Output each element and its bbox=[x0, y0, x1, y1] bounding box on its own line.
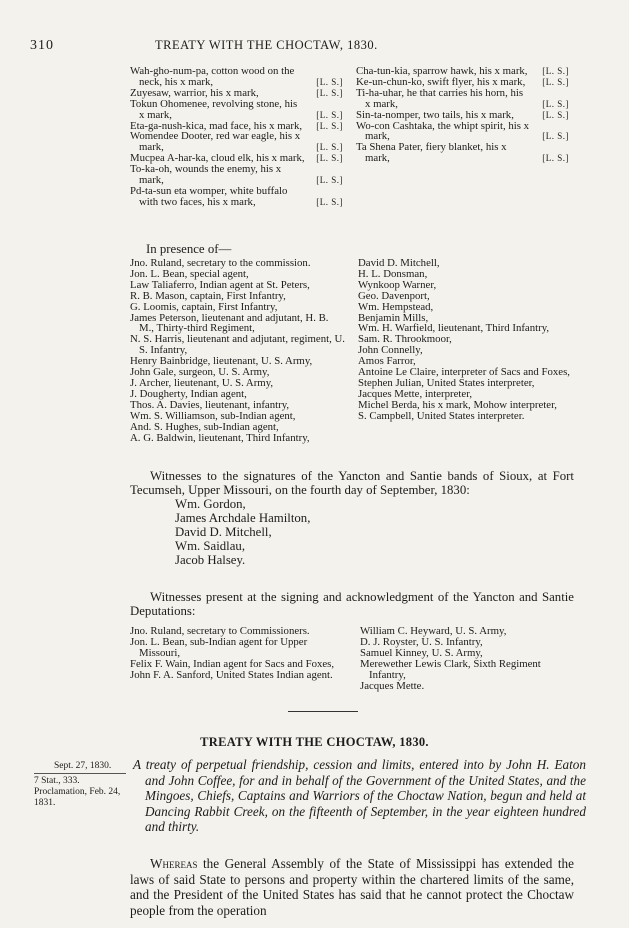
signer-entry: Ke-un-chun-ko, swift flyer, his x mark, [L. S.] bbox=[356, 75, 569, 88]
witness-name: Wm. S. Williamson, sub-Indian agent, bbox=[130, 409, 296, 422]
witness-name: Jacob Halsey. bbox=[175, 553, 246, 567]
margin-note-proclamation: Proclamation, Feb. 24, 1831. bbox=[34, 787, 121, 808]
witness-name: James Archdale Hamilton, bbox=[175, 511, 311, 525]
witness-name: D. J. Royster, U. S. Infantry, bbox=[360, 635, 483, 648]
signer-entry: Eta-ga-nush-kica, mad face, his x mark, [L. S.] bbox=[130, 119, 343, 132]
treaty-abstract: A treaty of perpetual friendship, cession and limits, entered into by John H. Eaton and John Coffee, for and in behalf of the Government of the United States, and the Mingoes, Chiefs, Captains and Warriors of the Choctaw Nation, begun and held at Dancing Rabbit Creek, on the fifteenth of September, in the year eighteen hundred and thirty. bbox=[133, 757, 586, 835]
section-divider bbox=[288, 711, 358, 712]
witness-name: Jno. Ruland, secretary to the commission. bbox=[130, 257, 311, 269]
signers-left-column bbox=[130, 66, 345, 208]
presence-heading: In presence of— bbox=[146, 242, 232, 256]
treaty-title: TREATY WITH THE CHOCTAW, 1830. bbox=[200, 735, 429, 749]
signer-entry: Wah-gho-num-pa, cotton wood on the neck, his x mark, [L. S.] bbox=[130, 65, 343, 88]
witness-name: William C. Heyward, U. S. Army, bbox=[360, 625, 507, 637]
whereas-lead: Whereas bbox=[150, 856, 198, 871]
witness-name: Sam. R. Throokmoor, bbox=[358, 333, 452, 346]
signer-entry: Ta Shena Pater, fiery blanket, his x mark, [L. S.] bbox=[356, 141, 569, 165]
witness-name: And. S. Hughes, sub-Indian agent, bbox=[130, 420, 279, 433]
witness-name: Merewether Lewis Clark, Sixth Regiment Infantry, bbox=[360, 657, 541, 681]
witness-name: Jon. L. Bean, sub-Indian agent for Upper Missouri, bbox=[130, 635, 308, 659]
witness-name: Wm. Hempstead, bbox=[358, 300, 434, 313]
witness-name: Stephen Julian, United States interpreter, bbox=[358, 376, 535, 389]
witness-name: David D. Mitchell, bbox=[175, 525, 272, 539]
witness-name: Henry Bainbridge, lieutenant, U. S. Army, bbox=[130, 355, 313, 368]
witness-name: N. S. Harris, lieutenant and adjutant, regiment, U. S. Infantry, bbox=[130, 333, 345, 357]
witness-name: Jacques Mette. bbox=[360, 679, 425, 692]
witness-name: Felix F. Wain, Indian agent for Sacs and Foxes, bbox=[130, 657, 335, 670]
signer-entry: Cha-tun-kia, sparrow hawk, his x mark, [L. S.] bbox=[356, 65, 569, 77]
page-number: 310 bbox=[30, 38, 54, 53]
witness-name: Samuel Kinney, U. S. Army, bbox=[360, 646, 483, 659]
witness-name: Amos Farror, bbox=[358, 355, 416, 368]
signer-entry: Sin-ta-nomper, two tails, his x mark, [L. S.] bbox=[356, 108, 569, 121]
deputations-left-column bbox=[130, 626, 350, 681]
witnesses-names bbox=[130, 497, 574, 567]
witness-name: Jacques Mette, interpreter, bbox=[358, 387, 473, 400]
witness-name: Antoine Le Claire, interpreter of Sacs and Foxes, bbox=[358, 366, 570, 379]
signer-entry: Tokun Ohomenee, revolving stone, his x mark, [L. S.] bbox=[130, 97, 343, 121]
signer-entry: Ti-ha-uhar, he that carries his horn, his x mark, [L. S.] bbox=[356, 86, 569, 110]
margin-note-date: Sept. 27, 1830. bbox=[54, 761, 112, 771]
witness-name: David D. Mitchell, bbox=[358, 257, 440, 269]
signer-entry: Wo-con Cashtaka, the whipt spirit, his x mark, [L. S.] bbox=[356, 119, 569, 143]
witness-name: Geo. Davenport, bbox=[358, 289, 430, 302]
whereas-text: the General Assembly of the State of Mississippi has extended the laws of said State to persons and property within the chartered limits of the same, and the President of the United States has said that he cannot protect the Choctaw people from the operation bbox=[130, 856, 574, 918]
witness-name: Wm. Gordon, bbox=[175, 497, 246, 511]
witnesses-block bbox=[130, 469, 574, 567]
witness-name: Wm. H. Warfield, lieutenant, Third Infantry, bbox=[358, 322, 550, 335]
margin-note-rule bbox=[34, 773, 126, 774]
margin-note-citation bbox=[34, 776, 134, 809]
presence-right-column bbox=[358, 258, 573, 422]
witness-name: J. Archer, lieutenant, U. S. Army, bbox=[130, 376, 274, 389]
witness-name: S. Campbell, United States interpreter. bbox=[358, 409, 525, 422]
witness-name: R. B. Mason, captain, First Infantry, bbox=[130, 289, 286, 302]
deputations-right-column bbox=[360, 626, 575, 691]
signer-entry: Womendee Dooter, red war eagle, his x mark, [L. S.] bbox=[130, 130, 343, 154]
signers-right-column bbox=[356, 66, 571, 164]
running-head: TREATY WITH THE CHOCTAW, 1830. bbox=[155, 38, 378, 52]
witness-name: John Connelly, bbox=[358, 344, 423, 357]
deputations-intro: Witnesses present at the signing and acknowledgment of the Yancton and Santie Deputations: bbox=[130, 590, 574, 618]
witness-name: J. Dougherty, Indian agent, bbox=[130, 387, 247, 400]
margin-note-statute: 7 Stat., 333. bbox=[34, 776, 80, 786]
witnesses-intro: Witnesses to the signatures of the Yancton and Santie bands of Sioux, at Fort Tecumseh, Upper Missouri, on the fourth day of September, 1830: bbox=[130, 469, 574, 497]
signer-entry: Mucpea A-har-ka, cloud elk, his x mark, [L. S.] bbox=[130, 152, 343, 165]
witness-name: Michel Berda, his x mark, Mohow interpreter, bbox=[358, 398, 557, 411]
signer-entry: Pd-ta-sun eta womper, white buffalo with two faces, his x mark, [L. S.] bbox=[130, 184, 343, 208]
witness-name: James Peterson, lieutenant and adjutant, H. B. M., Thirty-third Regiment, bbox=[130, 311, 329, 335]
witness-name: Thos. A. Davies, lieutenant, infantry, bbox=[130, 398, 290, 411]
witness-name: G. Loomis, captain, First Infantry, bbox=[130, 300, 278, 313]
witness-name: John Gale, surgeon, U. S. Army, bbox=[130, 366, 270, 379]
signer-entry: To-ka-oh, wounds the enemy, his x mark, [L. S.] bbox=[130, 163, 343, 187]
witness-name: Wynkoop Warner, bbox=[358, 278, 437, 291]
witness-name: Jon. L. Bean, special agent, bbox=[130, 267, 249, 280]
witness-name: Benjamin Mills, bbox=[358, 311, 429, 324]
signer-entry: Zuyesaw, warrior, his x mark, [L. S.] bbox=[130, 86, 343, 99]
witness-name: Law Taliaferro, Indian agent at St. Peters, bbox=[130, 278, 310, 291]
witness-name: Wm. Saidlau, bbox=[175, 539, 246, 553]
witness-name: H. L. Donsman, bbox=[358, 267, 428, 280]
presence-left-column bbox=[130, 258, 345, 443]
whereas-paragraph bbox=[130, 856, 574, 918]
witness-name: John F. A. Sanford, United States Indian agent. bbox=[130, 668, 333, 681]
witness-name: Jno. Ruland, secretary to Commissioners. bbox=[130, 625, 310, 637]
witness-name: A. G. Baldwin, lieutenant, Third Infantry, bbox=[130, 431, 310, 444]
